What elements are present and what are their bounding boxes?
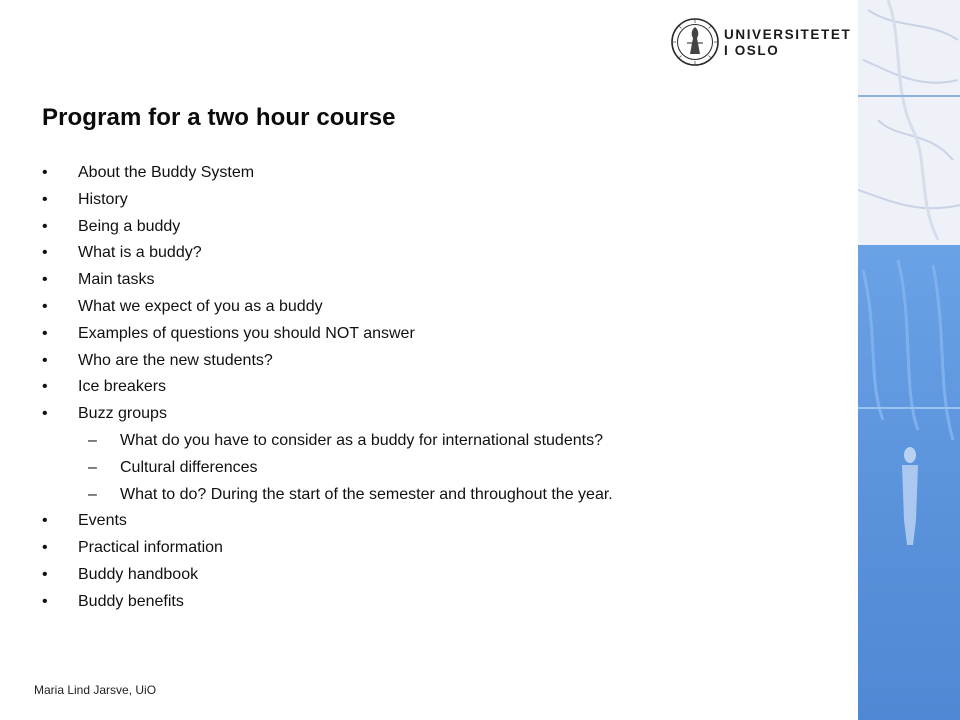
agenda-item: • Being a buddy xyxy=(42,214,842,241)
university-name-line2: I OSLO xyxy=(724,43,780,58)
agenda-subitem: – What do you have to consider as a buddy for international students? xyxy=(42,428,842,455)
agenda-item: • What is a buddy? xyxy=(42,240,842,267)
university-name-line1: UNIVERSITETET xyxy=(724,27,852,42)
agenda-item: • What we expect of you as a buddy xyxy=(42,294,842,321)
university-seal-icon xyxy=(670,17,720,67)
agenda-item: • Buddy handbook xyxy=(42,562,842,589)
slide-title: Program for a two hour course xyxy=(42,104,396,131)
side-band-illustration xyxy=(858,0,960,720)
agenda-subitem: – What to do? During the start of the semester and throughout the year. xyxy=(42,482,842,509)
agenda-item: • Examples of questions you should NOT answer xyxy=(42,321,842,348)
university-name xyxy=(724,27,851,59)
footer-author: Maria Lind Jarsve, UiO xyxy=(34,683,157,697)
agenda-item: • Practical information xyxy=(42,535,842,562)
agenda-subitem: – Cultural differences xyxy=(42,455,842,482)
decorative-side-band xyxy=(858,0,960,720)
agenda-item: • About the Buddy System xyxy=(42,160,842,187)
agenda-list xyxy=(42,160,842,616)
agenda-item: • Events xyxy=(42,508,842,535)
agenda-item: • History xyxy=(42,187,842,214)
agenda-item: • Who are the new students? xyxy=(42,348,842,375)
agenda-item: • Ice breakers xyxy=(42,374,842,401)
agenda-item: • Main tasks xyxy=(42,267,842,294)
agenda-item: • Buddy benefits xyxy=(42,589,842,616)
university-logo xyxy=(670,17,850,69)
agenda-item: • Buzz groups xyxy=(42,401,842,428)
